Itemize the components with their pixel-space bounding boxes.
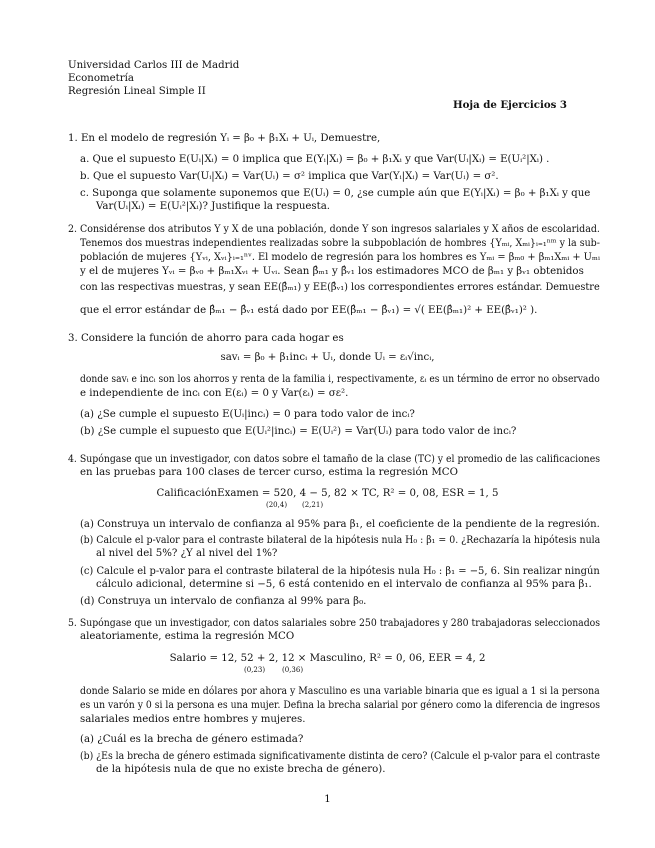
q5-equation: Salario = 12, 52 + 2, 12 × Masculino, R² = 0, 06, EER = 4, 2	[169, 653, 486, 664]
topic-name: Regresión Lineal Simple II	[68, 86, 206, 97]
q2-line4: y el de mujeres Yᵥᵢ = βᵥ₀ + βₘ₁Xᵥᵢ + Uᵥᵢ. Sean β̂ₘ₁ y β̂ᵥ₁ los estimadores MCO de βₘ₁ y βᵥ₁ obtenidos	[80, 266, 584, 277]
q2-line1: 2. Considérense dos atributos Y y X de una población, donde Y son ingresos salariales y X años de escolaridad.	[68, 224, 600, 235]
q3-b: (b) ¿Se cumple el supuesto que E(Uᵢ²|incᵢ) = E(Uᵢ²) = Var(Uᵢ) para todo valor de incᵢ?	[80, 426, 517, 437]
university-name: Universidad Carlos III de Madrid	[68, 60, 240, 71]
q4-a: (a) Construya un intervalo de confianza al 95% para β₁, el coeficiente de la pendiente de la regresión.	[80, 519, 600, 530]
q4-line2: en las pruebas para 100 clases de tercer curso, estima la regresión MCO	[80, 467, 458, 478]
q4-c-line2: cálculo adicional, determine si −5, 6 está contenido en el intervalo de confianza al 95% para β₁.	[96, 579, 592, 590]
q1-c-line2: Var(Uᵢ|Xᵢ) = E(Uᵢ²|Xᵢ)? Justifique la respuesta.	[96, 201, 331, 212]
q4-b-line1: (b) Calcule el p-valor para el contraste bilateral de la hipótesis nula H₀ : β₁ = 0. ¿Rechazaría la hipótesis nula	[80, 535, 601, 546]
q3-a: (a) ¿Se cumple el supuesto E(Uᵢ|incᵢ) = 0 para todo valor de incᵢ?	[80, 409, 415, 420]
q2-line5: con las respectivas muestras, y sean EE(β̂ₘ₁) y EE(β̂ᵥ₁) los correspondientes errores estándar. Demuestre	[80, 282, 600, 293]
q1-intro: 1. En el modelo de regresión Yᵢ = β₀ + β₁Xᵢ + Uᵢ, Demuestre,	[68, 133, 381, 144]
q2-line3: población de mujeres {Yᵥᵢ, Xᵥᵢ}ᵢ₌₁ⁿᵛ. El modelo de regresión para los hombres es Yₘᵢ = βₘ₀ + βₘ₁Xₘᵢ + Uₘᵢ	[80, 252, 600, 263]
q5-se-slope: (0,36)	[282, 666, 304, 674]
q4-se-slope: (2,21)	[302, 501, 324, 509]
q1-c-line1: c. Suponga que solamente suponemos que E(Uᵢ) = 0, ¿se cumple aún que E(Yᵢ|Xᵢ) = β₀ + β₁Xᵢ y que	[80, 188, 591, 199]
q2-line6: que el error estándar de β̂ₘ₁ − β̂ᵥ₁ está dado por EE(β̂ₘ₁ − β̂ᵥ₁) = √( EE(β̂ₘ₁)² + EE(β̂ᵥ₁)² ).	[80, 305, 538, 316]
course-name: Econometría	[68, 73, 134, 84]
sheet-title: Hoja de Ejercicios 3	[452, 99, 567, 111]
q4-se-intercept: (20,4)	[266, 501, 288, 509]
q4-line1: 4. Supóngase que un investigador, con datos sobre el tamaño de la clase (TC) y el promedio de las calificaciones	[68, 454, 601, 465]
q5-line5: salariales medios entre hombres y mujeres.	[80, 714, 306, 725]
q4-c-line1: (c) Calcule el p-valor para el contraste bilateral de la hipótesis nula H₀ : β₁ = −5, 6. Sin realizar ningún	[80, 566, 600, 577]
q2-line2: Tenemos dos muestras independientes realizadas sobre la subpoblación de hombres {Yₘᵢ, Xₘᵢ}ᵢ₌₁ⁿᵐ y la sub-	[80, 238, 600, 249]
q4-equation: CalificaciónExamen = 520, 4 − 5, 82 × TC, R² = 0, 08, ESR = 1, 5	[156, 488, 499, 499]
q5-line1: 5. Supóngase que un investigador, con datos salariales sobre 250 trabajadores y 280 trabajadoras seleccionados	[68, 618, 601, 629]
q5-b-line1: (b) ¿Es la brecha de género estimada significativamente distinta de cero? (Calcule el p-valor para el contraste	[80, 751, 600, 762]
q5-a: (a) ¿Cuál es la brecha de género estimada?	[80, 734, 304, 745]
q3-intro: 3. Considere la función de ahorro para cada hogar es	[68, 333, 344, 344]
q4-b-line2: al nivel del 5%? ¿Y al nivel del 1%?	[96, 548, 278, 559]
q5-se-intercept: (0,23)	[244, 666, 266, 674]
q3-line1: donde savᵢ e incᵢ son los ahorros y renta de la familia i, respectivamente, εᵢ es un término de error no observado	[80, 374, 600, 385]
q5-b-line2: de la hipótesis nula de que no existe brecha de género).	[96, 764, 386, 775]
page-number: 1	[324, 794, 331, 805]
q3-line2: e independiente de incᵢ con E(εᵢ) = 0 y Var(εᵢ) = σε².	[80, 388, 349, 399]
q3-equation: savᵢ = β₀ + β₁incᵢ + Uᵢ, donde Uᵢ = εᵢ√incᵢ,	[220, 352, 435, 363]
q4-d: (d) Construya un intervalo de confianza al 99% para β₀.	[80, 596, 367, 607]
q5-line2: aleatoriamente, estima la regresión MCO	[80, 631, 295, 642]
q1-a: a. Que el supuesto E(Uᵢ|Xᵢ) = 0 implica que E(Yᵢ|Xᵢ) = β₀ + β₁Xᵢ y que Var(Uᵢ|Xᵢ) = E(Uᵢ²|Xᵢ) .	[80, 154, 550, 165]
q5-line3: donde Salario se mide en dólares por ahora y Masculino es una variable binaria que es igual a 1 si la persona	[80, 686, 600, 697]
q1-b: b. Que el supuesto Var(Uᵢ|Xᵢ) = Var(Uᵢ) = σ² implica que Var(Yᵢ|Xᵢ) = Var(Uᵢ) = σ².	[80, 171, 499, 182]
q5-line4: es un varón y 0 si la persona es una mujer. Defina la brecha salarial por género como la diferencia de ingresos	[80, 700, 600, 711]
